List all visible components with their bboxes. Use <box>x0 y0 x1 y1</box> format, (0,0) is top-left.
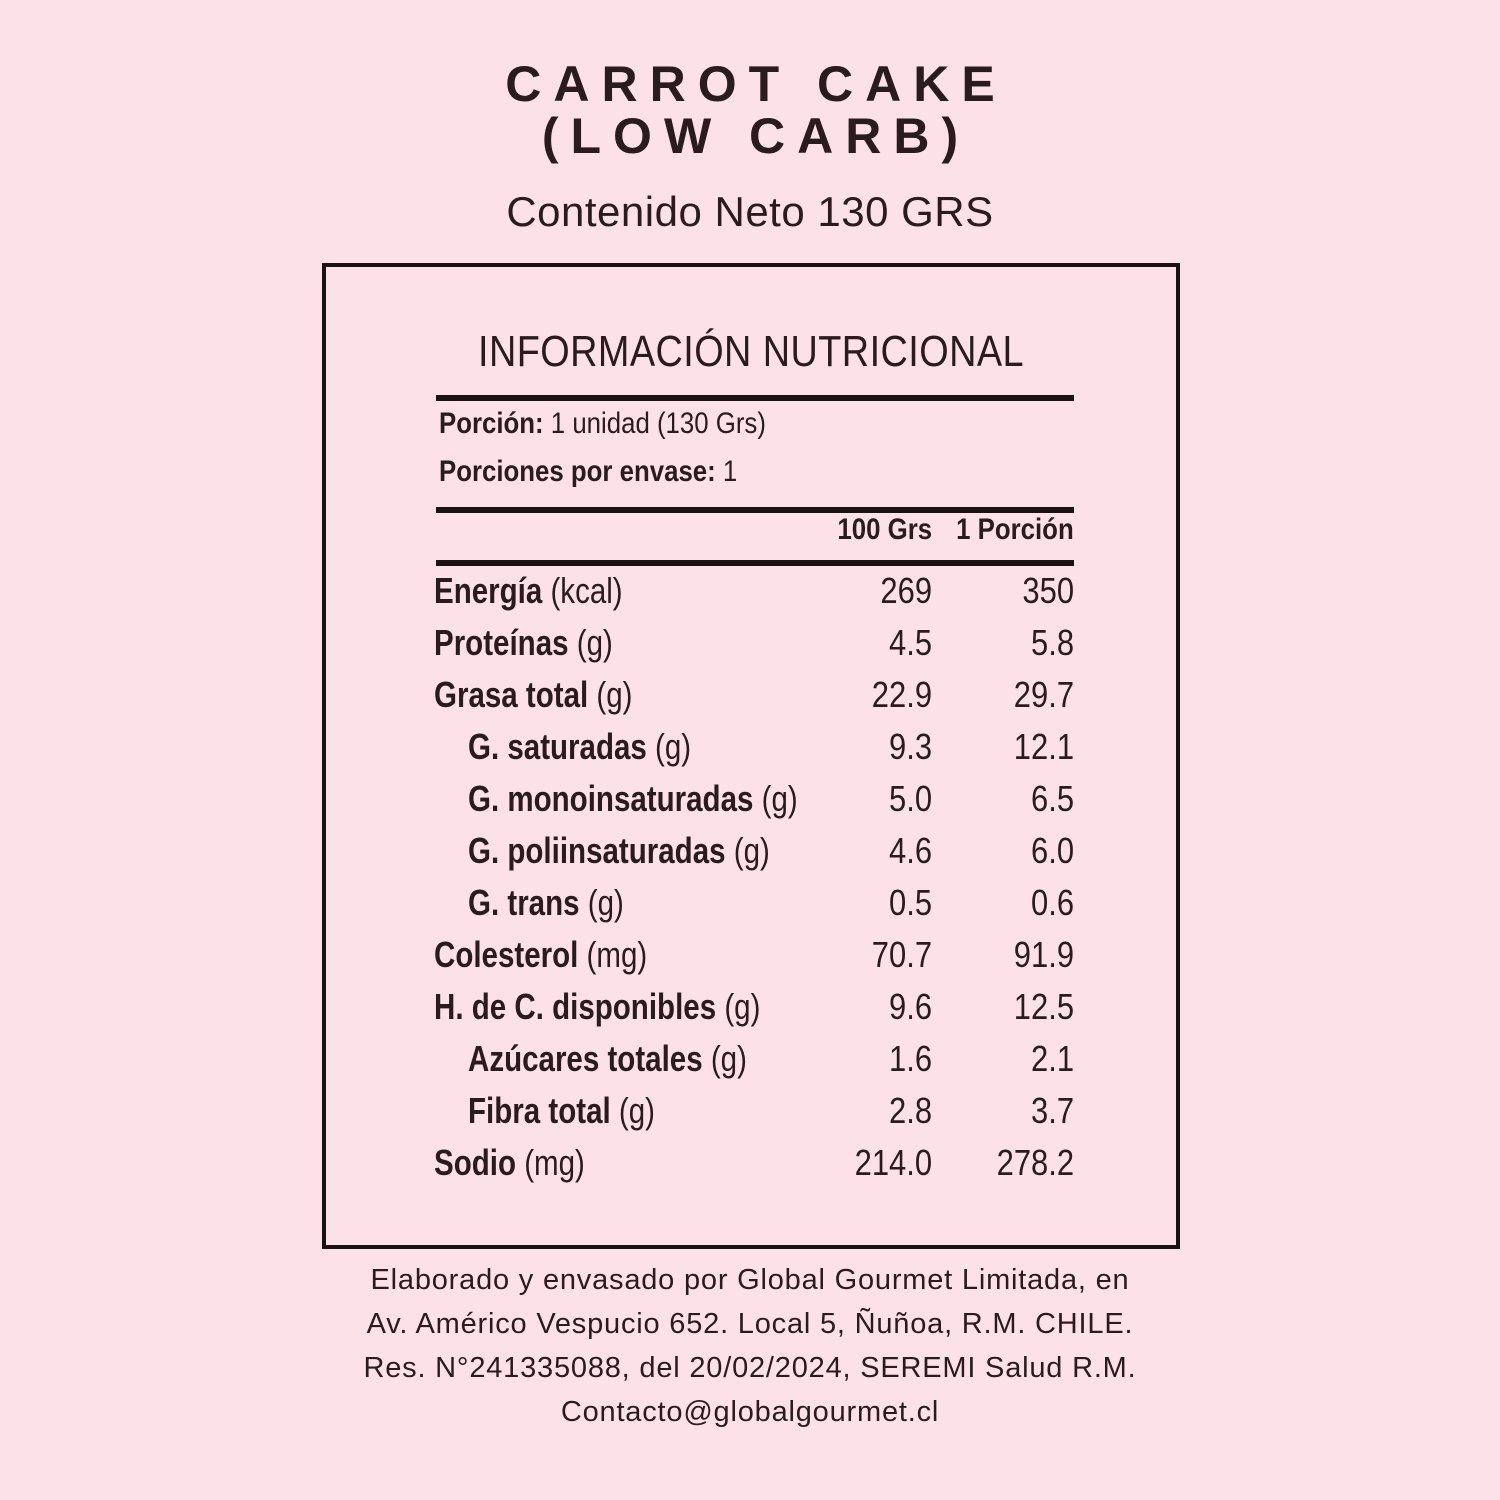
nutrient-name: H. de C. disponibles <box>434 986 717 1027</box>
nutrient-label <box>468 1038 747 1080</box>
value-per-portion: 12.5 <box>1013 986 1074 1027</box>
serving-size <box>439 407 766 441</box>
value-per-100g: 269 <box>880 570 932 611</box>
nutrient-unit: (mg) <box>515 1142 585 1183</box>
column-header-portion: 1 Porción <box>956 513 1074 546</box>
value-per-portion: 3.7 <box>1030 1090 1074 1131</box>
product-title <box>0 58 1500 162</box>
nutrient-name: Grasa total <box>434 674 589 715</box>
nutrient-row <box>326 1090 1176 1142</box>
nutrient-name: Colesterol <box>434 934 579 975</box>
value-per-100g: 9.3 <box>888 726 932 767</box>
footer-line: Elaborado y envasado por Global Gourmet Limitada, en <box>370 1264 1130 1296</box>
value-per-portion: 2.1 <box>1030 1038 1074 1079</box>
value-per-portion: 5.8 <box>1030 622 1074 663</box>
nutrient-label <box>434 622 613 664</box>
nutrient-label <box>468 778 798 820</box>
servings-per-container-label: Porciones por envase: <box>439 455 716 488</box>
product-title-line2: (LOW CARB) <box>541 108 971 164</box>
nutrient-label <box>434 1142 585 1184</box>
nutrient-unit: (kcal) <box>542 570 623 611</box>
value-per-100g: 22.9 <box>871 674 932 715</box>
nutrient-row <box>326 570 1176 622</box>
nutrient-name: Azúcares totales <box>468 1038 703 1079</box>
nutrient-row <box>326 1142 1176 1194</box>
value-per-100g: 2.8 <box>888 1090 932 1131</box>
nutrient-label <box>434 570 623 612</box>
value-per-100g: 70.7 <box>871 934 932 975</box>
nutrient-unit: (g) <box>702 1038 747 1079</box>
nutrient-unit: (g) <box>579 882 624 923</box>
value-per-portion: 0.6 <box>1030 882 1074 923</box>
nutrient-name: G. monoinsaturadas <box>468 778 754 819</box>
value-per-100g: 1.6 <box>888 1038 932 1079</box>
nutrient-row <box>326 674 1176 726</box>
nutrient-label <box>468 830 770 872</box>
value-per-portion: 6.0 <box>1030 830 1074 871</box>
nutrient-label <box>468 882 624 924</box>
nutrient-label <box>434 934 647 976</box>
value-per-portion: 91.9 <box>1013 934 1074 975</box>
nutrient-name: Energía <box>434 570 543 611</box>
value-per-portion: 350 <box>1022 570 1074 611</box>
nutrient-row <box>326 1038 1176 1090</box>
nutrient-name: G. trans <box>468 882 580 923</box>
nutrient-unit: (g) <box>725 830 770 871</box>
nutrient-row <box>326 622 1176 674</box>
nutrient-unit: (g) <box>610 1090 655 1131</box>
nutrient-label <box>434 986 760 1028</box>
nutrient-name: Fibra total <box>468 1090 611 1131</box>
nutrient-unit: (mg) <box>578 934 648 975</box>
value-per-portion: 29.7 <box>1013 674 1074 715</box>
nutrient-row <box>326 882 1176 934</box>
nutrient-name: Sodio <box>434 1142 516 1183</box>
column-header-100g: 100 Grs <box>837 513 932 546</box>
nutrition-panel <box>322 263 1180 1249</box>
net-content: Contenido Neto 130 GRS <box>506 188 994 235</box>
nutrition-panel-title: INFORMACIÓN NUTRICIONAL <box>478 327 1024 376</box>
value-per-100g: 5.0 <box>888 778 932 819</box>
value-per-portion: 6.5 <box>1030 778 1074 819</box>
footer-line: Res. N°241335088, del 20/02/2024, SEREMI Salud R.M. <box>363 1352 1137 1384</box>
nutrient-label <box>434 674 633 716</box>
value-per-portion: 278.2 <box>996 1142 1074 1183</box>
servings-per-container <box>439 455 737 489</box>
nutrient-label <box>468 1090 655 1132</box>
product-title-line1: CARROT CAKE <box>505 56 1007 112</box>
divider-rule <box>436 395 1074 401</box>
value-per-100g: 4.6 <box>888 830 932 871</box>
contact-email: Contacto@globalgourmet.cl <box>560 1396 940 1428</box>
value-per-100g: 0.5 <box>888 882 932 923</box>
nutrient-unit: (g) <box>716 986 761 1027</box>
value-per-100g: 214.0 <box>854 1142 932 1183</box>
value-per-100g: 9.6 <box>888 986 932 1027</box>
nutrient-unit: (g) <box>568 622 613 663</box>
nutrient-unit: (g) <box>646 726 692 767</box>
footer-line: Av. Américo Vespucio 652. Local 5, Ñuñoa, R.M. CHILE. <box>366 1308 1134 1340</box>
nutrient-unit: (g) <box>753 778 798 819</box>
nutrient-row <box>326 986 1176 1038</box>
nutrient-row <box>326 934 1176 986</box>
manufacturer-info <box>0 1258 1500 1434</box>
nutrient-name: G. saturadas <box>468 726 647 767</box>
nutrient-row <box>326 830 1176 882</box>
nutrient-name: G. poliinsaturadas <box>468 830 726 871</box>
divider-rule <box>436 560 1074 566</box>
nutrient-name: Proteínas <box>434 622 569 663</box>
value-per-portion: 12.1 <box>1013 726 1074 767</box>
servings-per-container-value: 1 <box>715 455 738 488</box>
nutrient-unit: (g) <box>588 674 633 715</box>
nutrient-label <box>468 726 691 768</box>
serving-size-label: Porción: <box>439 407 544 440</box>
nutrient-row <box>326 778 1176 830</box>
nutrient-row <box>326 726 1176 778</box>
serving-size-value: 1 unidad (130 Grs) <box>543 407 766 440</box>
value-per-100g: 4.5 <box>888 622 932 663</box>
